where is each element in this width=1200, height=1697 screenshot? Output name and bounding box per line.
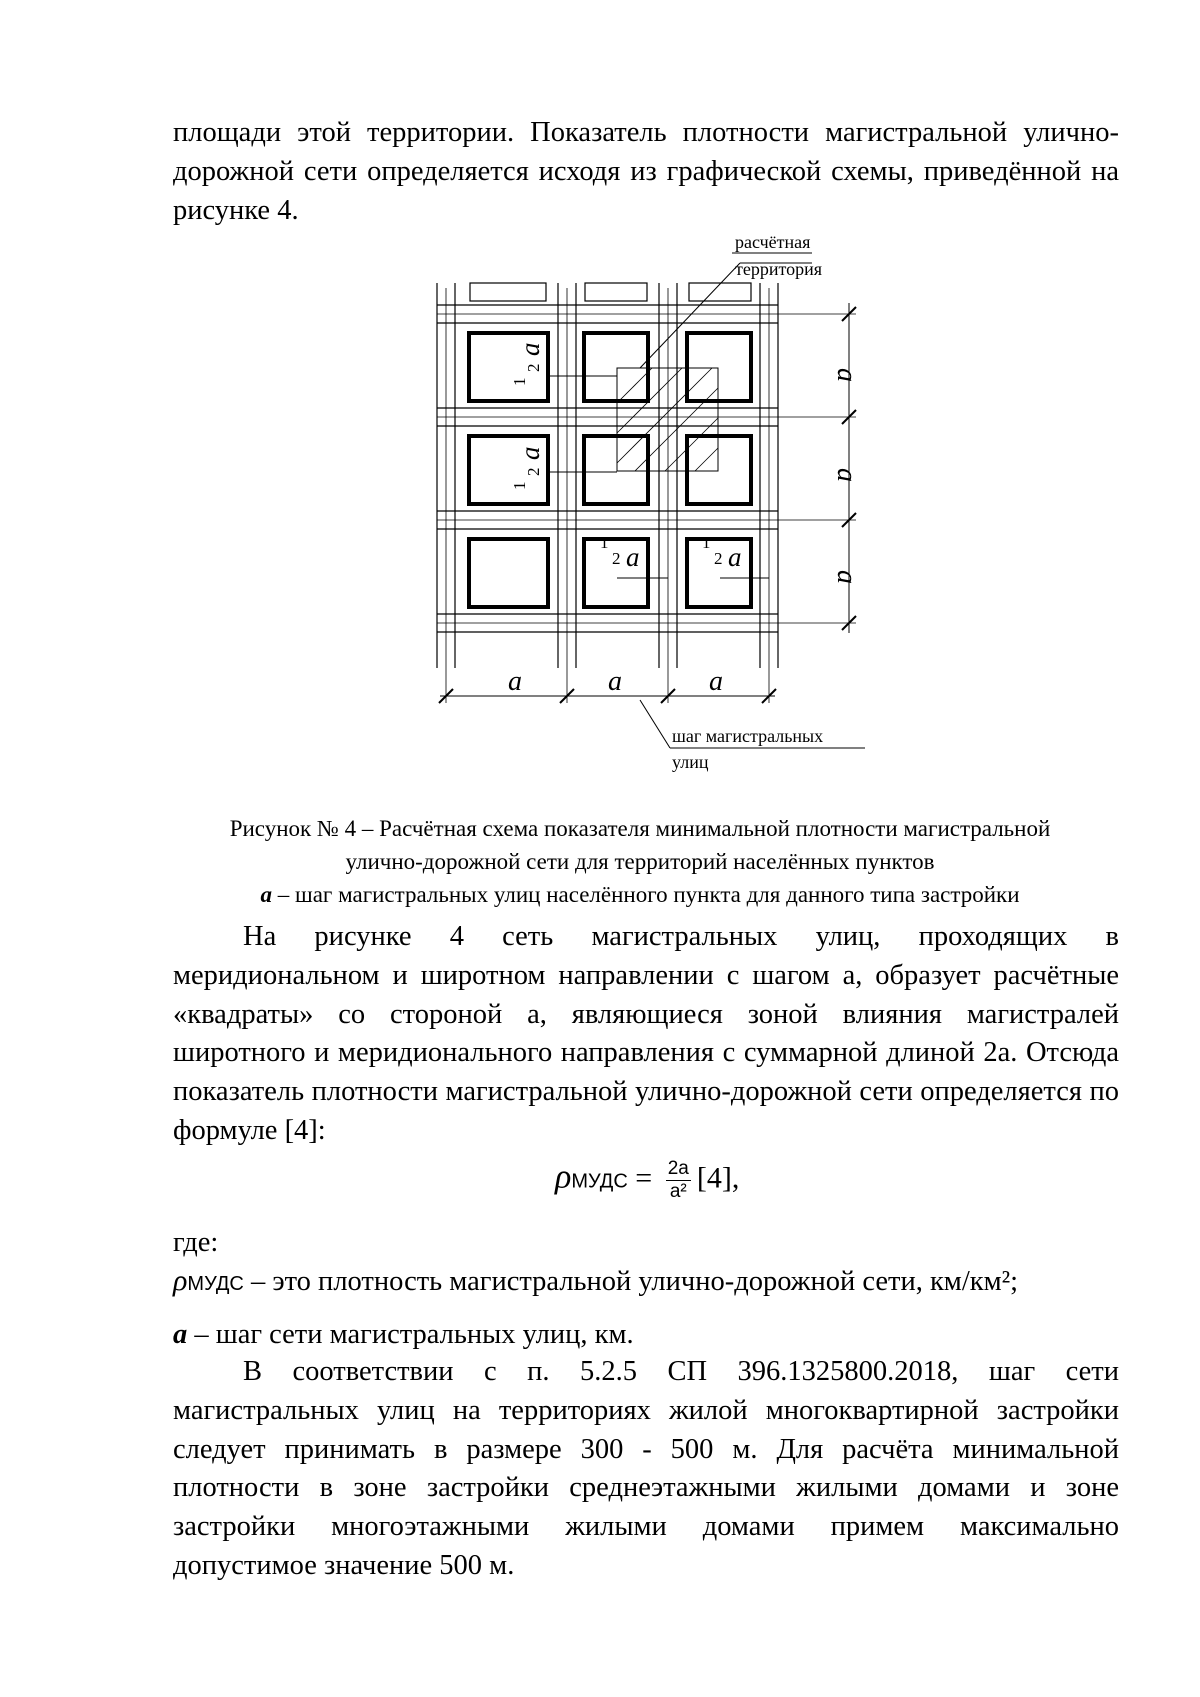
dim-a-bottom: a (508, 666, 522, 697)
caption-line (160, 878, 1120, 911)
caption-line: улично-дорожной сети для территорий населённых пунктов (345, 849, 935, 874)
intro-line: рисунке 4. (173, 194, 299, 226)
para-line: допустимое значение 500 м. (173, 1549, 515, 1581)
svg-text:a: a (626, 542, 640, 572)
para-line: плотности в зоне застройки среднеэтажными жилыми домами и зоне (173, 1472, 1119, 1504)
formula-equals: = (635, 1161, 653, 1195)
svg-text:a: a (515, 342, 545, 356)
para-line: застройки многоэтажными жилыми домами примем максимально (173, 1511, 1119, 1543)
para-line: На рисунке 4 сеть магистральных улиц, проходящих в (243, 921, 1119, 952)
step-label: улиц (672, 752, 709, 772)
dim-a-right: a (831, 368, 862, 382)
formula-ref: [4], (696, 1161, 740, 1195)
svg-text:1: 1 (702, 533, 711, 552)
para-line: «квадраты» со стороной а, являющиеся зоной влияния магистралей (173, 998, 1119, 1030)
svg-text:1: 1 (510, 377, 529, 386)
intro-line: площади этой территории. Показатель плотности магистральной улично- (173, 117, 1119, 148)
dim-a-right: a (831, 570, 862, 584)
def-rho-text: – это плотность магистральной улично-дорожной сети, км/км²; (243, 1266, 1019, 1297)
para-line: В соответствии с п. 5.2.5 СП 396.1325800.2018, шаг сети (243, 1356, 1119, 1387)
svg-text:a: a (515, 446, 545, 460)
step-label: шаг магистральных (672, 726, 824, 746)
figure-caption (160, 812, 1120, 911)
svg-text:2: 2 (524, 363, 543, 372)
paragraph-2 (173, 918, 1119, 1151)
para-line: следует принимать в размере 300 - 500 м. Для расчёта минимальной (173, 1433, 1119, 1465)
dim-a-bottom: a (608, 666, 622, 697)
para-line: формуле [4]: (173, 1114, 326, 1146)
paragraph-3 (173, 1353, 1119, 1586)
intro-line: дорожной сети определяется исходя из графической схемы, приведённой на (173, 155, 1119, 187)
rho-definition (173, 1262, 1018, 1303)
para-line: меридиональном и широтном направлении с шагом а, образует расчётные (173, 959, 1119, 991)
where-label: где: (173, 1227, 219, 1258)
formula-rho: ρ (555, 1158, 572, 1196)
caption-symbol: а (260, 882, 272, 907)
territory-label: расчётная (735, 232, 811, 252)
para-line: широтного и меридионального направления с суммарной длиной 2а. Отсюда (173, 1037, 1119, 1069)
caption-line: Рисунок № 4 – Расчётная схема показателя минимальной плотности магистральной (229, 816, 1051, 841)
svg-text:2: 2 (612, 549, 621, 568)
def-a-symbol: а (173, 1319, 188, 1350)
half-a-label (510, 447, 545, 491)
caption-text: – шаг магистральных улиц населённого пункта для данного типа застройки (271, 882, 1020, 907)
svg-text:2: 2 (714, 549, 723, 568)
half-a-label (510, 343, 545, 387)
territory-label: территория (735, 259, 823, 279)
formula-numerator: 2a (667, 1158, 689, 1179)
svg-text:1: 1 (600, 533, 609, 552)
dim-a-right: a (831, 468, 862, 482)
density-formula (555, 1158, 739, 1228)
formula-subscript: МУДС (571, 1170, 628, 1193)
para-line: показатель плотности магистральной улично-дорожной сети определяется по (173, 1076, 1119, 1108)
def-rho: ρМУДС (173, 1264, 244, 1297)
def-a-text: – шаг сети магистральных улиц, км. (187, 1319, 634, 1350)
a-definition (173, 1316, 634, 1354)
svg-text:1: 1 (510, 481, 529, 490)
svg-text:a: a (728, 542, 742, 572)
intro-paragraph (173, 114, 1119, 230)
svg-text:2: 2 (524, 467, 543, 476)
formula-fraction (666, 1158, 691, 1203)
formula-denominator: a² (669, 1181, 687, 1202)
para-line: магистральных улиц на территориях жилой многоквартирной застройки (173, 1394, 1119, 1426)
street-grid-figure (0, 228, 1200, 788)
dim-a-bottom: a (709, 666, 723, 697)
